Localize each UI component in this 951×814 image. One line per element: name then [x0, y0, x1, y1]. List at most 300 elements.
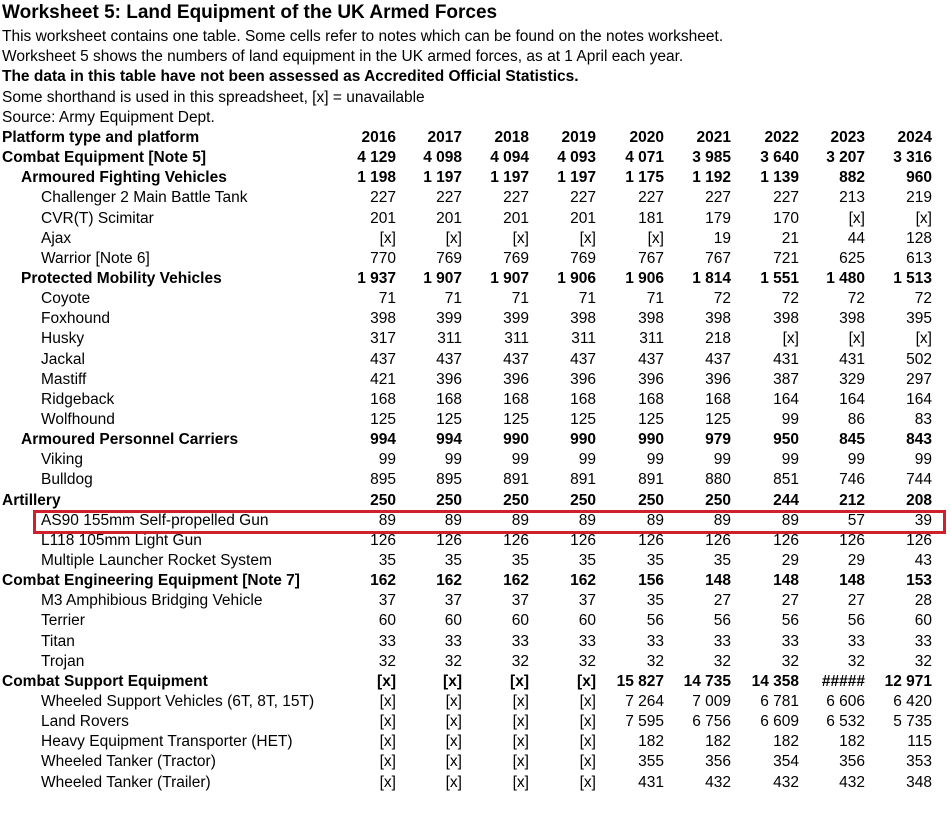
- value-cell[interactable]: 35: [646, 592, 664, 610]
- value-cell[interactable]: 354: [773, 753, 799, 771]
- value-cell[interactable]: 5 735: [893, 713, 932, 731]
- value-cell[interactable]: 162: [570, 572, 596, 590]
- value-cell[interactable]: 395: [906, 310, 932, 328]
- value-cell[interactable]: 4 129: [357, 149, 396, 167]
- value-cell[interactable]: [x]: [915, 330, 932, 348]
- value-cell[interactable]: 89: [578, 511, 596, 529]
- value-cell[interactable]: [x]: [379, 692, 396, 710]
- value-cell[interactable]: 1 907: [490, 269, 529, 287]
- value-cell[interactable]: 432: [773, 773, 799, 791]
- value-cell[interactable]: 37: [511, 592, 529, 610]
- value-cell[interactable]: 56: [847, 612, 865, 630]
- value-cell[interactable]: 1 906: [625, 269, 664, 287]
- value-cell[interactable]: 56: [781, 612, 799, 630]
- value-cell[interactable]: 432: [705, 773, 731, 791]
- value-cell[interactable]: 60: [444, 612, 462, 630]
- value-cell[interactable]: 880: [705, 471, 731, 489]
- value-cell[interactable]: 148: [773, 572, 799, 590]
- value-cell[interactable]: 398: [370, 310, 396, 328]
- value-cell[interactable]: 227: [638, 189, 664, 207]
- value-cell[interactable]: 843: [906, 431, 932, 449]
- row-label-cell[interactable]: Mastiff: [41, 370, 87, 388]
- value-cell[interactable]: 126: [839, 531, 865, 549]
- value-cell[interactable]: 7 595: [625, 713, 664, 731]
- value-cell[interactable]: 32: [378, 652, 396, 670]
- value-cell[interactable]: 1 937: [357, 269, 396, 287]
- row-label-cell[interactable]: Trojan: [41, 652, 85, 670]
- value-cell[interactable]: 99: [444, 451, 462, 469]
- value-cell[interactable]: 398: [705, 310, 731, 328]
- value-cell[interactable]: 99: [713, 451, 731, 469]
- value-cell[interactable]: 6 532: [826, 713, 865, 731]
- value-cell[interactable]: [x]: [445, 773, 462, 791]
- value-cell[interactable]: 60: [578, 612, 596, 630]
- year-header-cell[interactable]: 2017: [427, 129, 462, 146]
- row-label-cell[interactable]: Viking: [41, 451, 83, 469]
- value-cell[interactable]: 89: [713, 511, 731, 529]
- value-cell[interactable]: 35: [378, 551, 396, 569]
- value-cell[interactable]: 769: [570, 249, 596, 267]
- row-label-cell[interactable]: Combat Engineering Equipment [Note 7]: [2, 572, 300, 590]
- value-cell[interactable]: 6 606: [826, 692, 865, 710]
- value-cell[interactable]: 1 907: [423, 269, 462, 287]
- value-cell[interactable]: 99: [847, 451, 865, 469]
- value-cell[interactable]: [x]: [577, 672, 596, 690]
- value-cell[interactable]: 57: [847, 511, 865, 529]
- value-cell[interactable]: 33: [713, 632, 731, 650]
- year-header-cell[interactable]: 2024: [897, 129, 932, 146]
- value-cell[interactable]: 882: [839, 169, 865, 187]
- value-cell[interactable]: 83: [914, 410, 932, 428]
- value-cell[interactable]: 35: [646, 551, 664, 569]
- row-label-cell[interactable]: Protected Mobility Vehicles: [21, 269, 222, 287]
- value-cell[interactable]: 201: [370, 209, 396, 227]
- value-cell[interactable]: 32: [847, 652, 865, 670]
- year-header-cell[interactable]: 2021: [696, 129, 731, 146]
- value-cell[interactable]: 399: [503, 310, 529, 328]
- value-cell[interactable]: 250: [705, 491, 731, 509]
- value-cell[interactable]: 89: [646, 511, 664, 529]
- value-cell[interactable]: 32: [781, 652, 799, 670]
- value-cell[interactable]: 1 198: [357, 169, 396, 187]
- value-cell[interactable]: 162: [436, 572, 462, 590]
- value-cell[interactable]: 19: [713, 229, 731, 247]
- value-cell[interactable]: 311: [571, 330, 596, 348]
- value-cell[interactable]: [x]: [443, 672, 462, 690]
- value-cell[interactable]: [x]: [445, 692, 462, 710]
- value-cell[interactable]: 1 197: [557, 169, 596, 187]
- value-cell[interactable]: 32: [646, 652, 664, 670]
- row-label-cell[interactable]: Foxhound: [41, 310, 110, 328]
- value-cell[interactable]: 99: [378, 451, 396, 469]
- value-cell[interactable]: 250: [436, 491, 462, 509]
- value-cell[interactable]: 891: [570, 471, 596, 489]
- value-cell[interactable]: 125: [370, 410, 396, 428]
- value-cell[interactable]: 35: [578, 551, 596, 569]
- value-cell[interactable]: 12 971: [884, 672, 932, 690]
- value-cell[interactable]: 125: [503, 410, 529, 428]
- value-cell[interactable]: 44: [847, 229, 865, 247]
- value-cell[interactable]: [x]: [445, 733, 462, 751]
- value-cell[interactable]: [x]: [445, 713, 462, 731]
- value-cell[interactable]: 32: [578, 652, 596, 670]
- value-cell[interactable]: 33: [444, 632, 462, 650]
- value-cell[interactable]: 162: [503, 572, 529, 590]
- row-label-cell[interactable]: Jackal: [41, 350, 85, 368]
- value-cell[interactable]: 250: [370, 491, 396, 509]
- value-cell[interactable]: 99: [781, 451, 799, 469]
- value-cell[interactable]: [x]: [848, 209, 865, 227]
- value-cell[interactable]: 746: [839, 471, 865, 489]
- value-cell[interactable]: 250: [570, 491, 596, 509]
- value-cell[interactable]: 1 192: [692, 169, 731, 187]
- value-cell[interactable]: 60: [511, 612, 529, 630]
- value-cell[interactable]: 990: [638, 431, 664, 449]
- value-cell[interactable]: 1 513: [893, 269, 932, 287]
- value-cell[interactable]: [x]: [579, 713, 596, 731]
- value-cell[interactable]: [x]: [848, 330, 865, 348]
- value-cell[interactable]: [x]: [379, 753, 396, 771]
- value-cell[interactable]: 1 175: [625, 169, 664, 187]
- row-label-cell[interactable]: Ajax: [41, 229, 72, 247]
- value-cell[interactable]: 71: [378, 290, 396, 308]
- row-label-cell[interactable]: Wheeled Tanker (Tractor): [41, 753, 216, 771]
- value-cell[interactable]: 126: [773, 531, 799, 549]
- value-cell[interactable]: 126: [906, 531, 932, 549]
- value-cell[interactable]: 27: [713, 592, 731, 610]
- row-label-cell[interactable]: CVR(T) Scimitar: [41, 209, 154, 227]
- value-cell[interactable]: 329: [839, 370, 865, 388]
- value-cell[interactable]: 767: [705, 249, 731, 267]
- value-cell[interactable]: 72: [781, 290, 799, 308]
- value-cell[interactable]: 398: [839, 310, 865, 328]
- value-cell[interactable]: 625: [839, 249, 865, 267]
- value-cell[interactable]: 14 358: [751, 672, 799, 690]
- value-cell[interactable]: 14 735: [683, 672, 731, 690]
- value-cell[interactable]: 71: [578, 290, 596, 308]
- value-cell[interactable]: [x]: [377, 672, 396, 690]
- value-cell[interactable]: 212: [839, 491, 865, 509]
- value-cell[interactable]: [x]: [379, 733, 396, 751]
- value-cell[interactable]: 4 094: [490, 149, 529, 167]
- value-cell[interactable]: 891: [638, 471, 664, 489]
- value-cell[interactable]: 37: [378, 592, 396, 610]
- value-cell[interactable]: 126: [436, 531, 462, 549]
- row-label-cell[interactable]: Challenger 2 Main Battle Tank: [41, 189, 248, 207]
- value-cell[interactable]: 126: [638, 531, 664, 549]
- value-cell[interactable]: 348: [906, 773, 932, 791]
- value-cell[interactable]: 181: [638, 209, 664, 227]
- value-cell[interactable]: [x]: [445, 753, 462, 771]
- value-cell[interactable]: 399: [436, 310, 462, 328]
- value-cell[interactable]: [x]: [512, 733, 529, 751]
- value-cell[interactable]: 182: [773, 733, 799, 751]
- value-cell[interactable]: 43: [914, 551, 932, 569]
- value-cell[interactable]: 126: [705, 531, 731, 549]
- row-label-cell[interactable]: M3 Amphibious Bridging Vehicle: [41, 592, 263, 610]
- value-cell[interactable]: 770: [370, 249, 396, 267]
- value-cell[interactable]: 355: [638, 753, 664, 771]
- value-cell[interactable]: 32: [511, 652, 529, 670]
- value-cell[interactable]: 994: [370, 431, 396, 449]
- value-cell[interactable]: 311: [639, 330, 664, 348]
- value-cell[interactable]: 201: [436, 209, 462, 227]
- value-cell[interactable]: 164: [839, 390, 865, 408]
- value-cell[interactable]: 431: [773, 350, 799, 368]
- value-cell[interactable]: 356: [705, 753, 731, 771]
- value-cell[interactable]: 502: [906, 350, 932, 368]
- value-cell[interactable]: 168: [370, 390, 396, 408]
- value-cell[interactable]: 1 551: [760, 269, 799, 287]
- value-cell[interactable]: 126: [570, 531, 596, 549]
- value-cell[interactable]: [x]: [647, 229, 664, 247]
- value-cell[interactable]: 437: [436, 350, 462, 368]
- value-cell[interactable]: 7 009: [692, 692, 731, 710]
- value-cell[interactable]: 15 827: [616, 672, 664, 690]
- row-label-cell[interactable]: AS90 155mm Self-propelled Gun: [41, 511, 269, 529]
- value-cell[interactable]: 33: [511, 632, 529, 650]
- value-cell[interactable]: 218: [705, 330, 731, 348]
- value-cell[interactable]: 297: [906, 370, 932, 388]
- value-cell[interactable]: 6 756: [692, 713, 731, 731]
- value-cell[interactable]: 437: [570, 350, 596, 368]
- value-cell[interactable]: 35: [444, 551, 462, 569]
- row-label-cell[interactable]: Coyote: [41, 290, 91, 308]
- value-cell[interactable]: 3 207: [826, 149, 865, 167]
- value-cell[interactable]: 431: [638, 773, 664, 791]
- value-cell[interactable]: 437: [705, 350, 731, 368]
- value-cell[interactable]: 244: [773, 491, 799, 509]
- value-cell[interactable]: 1 814: [692, 269, 731, 287]
- value-cell[interactable]: 851: [773, 471, 799, 489]
- value-cell[interactable]: [x]: [512, 713, 529, 731]
- value-cell[interactable]: 6 781: [760, 692, 799, 710]
- value-cell[interactable]: 29: [781, 551, 799, 569]
- value-cell[interactable]: [x]: [579, 753, 596, 771]
- value-cell[interactable]: 4 098: [423, 149, 462, 167]
- value-cell[interactable]: 60: [378, 612, 396, 630]
- value-cell[interactable]: [x]: [579, 692, 596, 710]
- value-cell[interactable]: [x]: [579, 733, 596, 751]
- value-cell[interactable]: 33: [646, 632, 664, 650]
- row-label-cell[interactable]: Wolfhound: [41, 410, 115, 428]
- year-header-cell[interactable]: 2018: [494, 129, 529, 146]
- value-cell[interactable]: 213: [839, 189, 865, 207]
- value-cell[interactable]: 164: [906, 390, 932, 408]
- value-cell[interactable]: 250: [638, 491, 664, 509]
- value-cell[interactable]: 125: [638, 410, 664, 428]
- value-cell[interactable]: 72: [713, 290, 731, 308]
- value-cell[interactable]: 33: [847, 632, 865, 650]
- value-cell[interactable]: 845: [839, 431, 865, 449]
- value-cell[interactable]: 1 480: [826, 269, 865, 287]
- year-header-cell[interactable]: 2020: [629, 129, 664, 146]
- value-cell[interactable]: 99: [781, 410, 799, 428]
- value-cell[interactable]: 27: [847, 592, 865, 610]
- value-cell[interactable]: 182: [705, 733, 731, 751]
- row-label-cell[interactable]: Wheeled Tanker (Trailer): [41, 773, 211, 791]
- value-cell[interactable]: [x]: [512, 753, 529, 771]
- value-cell[interactable]: 89: [444, 511, 462, 529]
- value-cell[interactable]: 72: [847, 290, 865, 308]
- value-cell[interactable]: #####: [821, 672, 865, 690]
- row-label-cell[interactable]: Multiple Launcher Rocket System: [41, 551, 272, 569]
- value-cell[interactable]: 148: [839, 572, 865, 590]
- value-cell[interactable]: 125: [705, 410, 731, 428]
- value-cell[interactable]: 250: [503, 491, 529, 509]
- value-cell[interactable]: 353: [906, 753, 932, 771]
- value-cell[interactable]: 99: [578, 451, 596, 469]
- value-cell[interactable]: 56: [713, 612, 731, 630]
- value-cell[interactable]: 891: [503, 471, 529, 489]
- value-cell[interactable]: 311: [437, 330, 462, 348]
- value-cell[interactable]: 168: [638, 390, 664, 408]
- value-cell[interactable]: 990: [503, 431, 529, 449]
- value-cell[interactable]: 32: [713, 652, 731, 670]
- year-header-cell[interactable]: 2022: [764, 129, 799, 146]
- value-cell[interactable]: 27: [781, 592, 799, 610]
- value-cell[interactable]: 398: [773, 310, 799, 328]
- value-cell[interactable]: 71: [646, 290, 664, 308]
- value-cell[interactable]: 227: [436, 189, 462, 207]
- value-cell[interactable]: 4 071: [625, 149, 664, 167]
- value-cell[interactable]: 421: [370, 370, 396, 388]
- value-cell[interactable]: 994: [436, 431, 462, 449]
- value-cell[interactable]: 29: [847, 551, 865, 569]
- value-cell[interactable]: 170: [773, 209, 799, 227]
- value-cell[interactable]: 156: [638, 572, 664, 590]
- value-cell[interactable]: 72: [914, 290, 932, 308]
- value-cell[interactable]: [x]: [445, 229, 462, 247]
- value-cell[interactable]: 990: [570, 431, 596, 449]
- value-cell[interactable]: 437: [503, 350, 529, 368]
- value-cell[interactable]: 148: [705, 572, 731, 590]
- value-cell[interactable]: 960: [906, 169, 932, 187]
- value-cell[interactable]: 432: [839, 773, 865, 791]
- value-cell[interactable]: 208: [906, 491, 932, 509]
- value-cell[interactable]: 33: [378, 632, 396, 650]
- value-cell[interactable]: 39: [914, 511, 932, 529]
- value-cell[interactable]: 32: [914, 652, 932, 670]
- row-label-cell[interactable]: Husky: [41, 330, 85, 348]
- value-cell[interactable]: [x]: [915, 209, 932, 227]
- value-cell[interactable]: 227: [705, 189, 731, 207]
- value-cell[interactable]: 71: [511, 290, 529, 308]
- value-cell[interactable]: 168: [436, 390, 462, 408]
- value-cell[interactable]: 317: [370, 330, 396, 348]
- value-cell[interactable]: 437: [638, 350, 664, 368]
- value-cell[interactable]: 398: [638, 310, 664, 328]
- value-cell[interactable]: [x]: [379, 229, 396, 247]
- value-cell[interactable]: 182: [839, 733, 865, 751]
- value-cell[interactable]: 89: [781, 511, 799, 529]
- value-cell[interactable]: 387: [773, 370, 799, 388]
- value-cell[interactable]: 895: [436, 471, 462, 489]
- value-cell[interactable]: 950: [773, 431, 799, 449]
- value-cell[interactable]: 168: [705, 390, 731, 408]
- value-cell[interactable]: 227: [773, 189, 799, 207]
- value-cell[interactable]: 168: [570, 390, 596, 408]
- value-cell[interactable]: 60: [914, 612, 932, 630]
- value-cell[interactable]: [x]: [512, 773, 529, 791]
- value-cell[interactable]: 99: [646, 451, 664, 469]
- value-cell[interactable]: 153: [906, 572, 932, 590]
- row-label-cell[interactable]: Land Rovers: [41, 713, 129, 731]
- value-cell[interactable]: 227: [570, 189, 596, 207]
- value-cell[interactable]: 182: [638, 733, 664, 751]
- value-cell[interactable]: 115: [907, 733, 932, 751]
- row-label-cell[interactable]: Armoured Fighting Vehicles: [21, 169, 227, 187]
- value-cell[interactable]: 128: [906, 229, 932, 247]
- value-cell[interactable]: 99: [511, 451, 529, 469]
- row-label-cell[interactable]: Warrior [Note 6]: [41, 249, 150, 267]
- value-cell[interactable]: 126: [370, 531, 396, 549]
- value-cell[interactable]: 33: [781, 632, 799, 650]
- row-label-cell[interactable]: Titan: [41, 632, 75, 650]
- value-cell[interactable]: 37: [578, 592, 596, 610]
- value-cell[interactable]: 227: [370, 189, 396, 207]
- value-cell[interactable]: 769: [503, 249, 529, 267]
- value-cell[interactable]: [x]: [512, 229, 529, 247]
- value-cell[interactable]: 396: [705, 370, 731, 388]
- value-cell[interactable]: 613: [906, 249, 932, 267]
- value-cell[interactable]: 4 093: [557, 149, 596, 167]
- value-cell[interactable]: 311: [504, 330, 529, 348]
- row-label-cell[interactable]: Armoured Personnel Carriers: [21, 431, 239, 449]
- value-cell[interactable]: 979: [705, 431, 731, 449]
- row-label-cell[interactable]: Artillery: [2, 491, 61, 509]
- value-cell[interactable]: 125: [570, 410, 596, 428]
- value-cell[interactable]: 437: [370, 350, 396, 368]
- value-cell[interactable]: 219: [906, 189, 932, 207]
- value-cell[interactable]: 32: [444, 652, 462, 670]
- value-cell[interactable]: 89: [378, 511, 396, 529]
- value-cell[interactable]: 86: [847, 410, 865, 428]
- value-cell[interactable]: 398: [570, 310, 596, 328]
- value-cell[interactable]: 71: [444, 290, 462, 308]
- row-label-cell[interactable]: Terrier: [41, 612, 85, 630]
- value-cell[interactable]: 56: [646, 612, 664, 630]
- value-cell[interactable]: 162: [370, 572, 396, 590]
- value-cell[interactable]: 33: [578, 632, 596, 650]
- value-cell[interactable]: 126: [503, 531, 529, 549]
- value-cell[interactable]: 125: [436, 410, 462, 428]
- row-label-cell[interactable]: L118 105mm Light Gun: [41, 531, 202, 549]
- value-cell[interactable]: 164: [773, 390, 799, 408]
- value-cell[interactable]: [x]: [579, 773, 596, 791]
- value-cell[interactable]: 89: [511, 511, 529, 529]
- value-cell[interactable]: 227: [503, 189, 529, 207]
- value-cell[interactable]: 6 420: [893, 692, 932, 710]
- value-cell[interactable]: 3 985: [692, 149, 731, 167]
- value-cell[interactable]: 201: [570, 209, 596, 227]
- value-cell[interactable]: 431: [839, 350, 865, 368]
- value-cell[interactable]: 744: [906, 471, 932, 489]
- value-cell[interactable]: 179: [705, 209, 731, 227]
- value-cell[interactable]: 396: [436, 370, 462, 388]
- value-cell[interactable]: [x]: [782, 330, 799, 348]
- row-label-cell[interactable]: Wheeled Support Vehicles (6T, 8T, 15T): [41, 692, 315, 710]
- row-label-cell[interactable]: Combat Equipment [Note 5]: [2, 149, 207, 167]
- value-cell[interactable]: 1 197: [423, 169, 462, 187]
- year-header-cell[interactable]: 2019: [561, 129, 596, 146]
- value-cell[interactable]: 7 264: [625, 692, 664, 710]
- value-cell[interactable]: 356: [839, 753, 865, 771]
- value-cell[interactable]: [x]: [579, 229, 596, 247]
- value-cell[interactable]: 35: [511, 551, 529, 569]
- value-cell[interactable]: [x]: [510, 672, 529, 690]
- value-cell[interactable]: 21: [781, 229, 799, 247]
